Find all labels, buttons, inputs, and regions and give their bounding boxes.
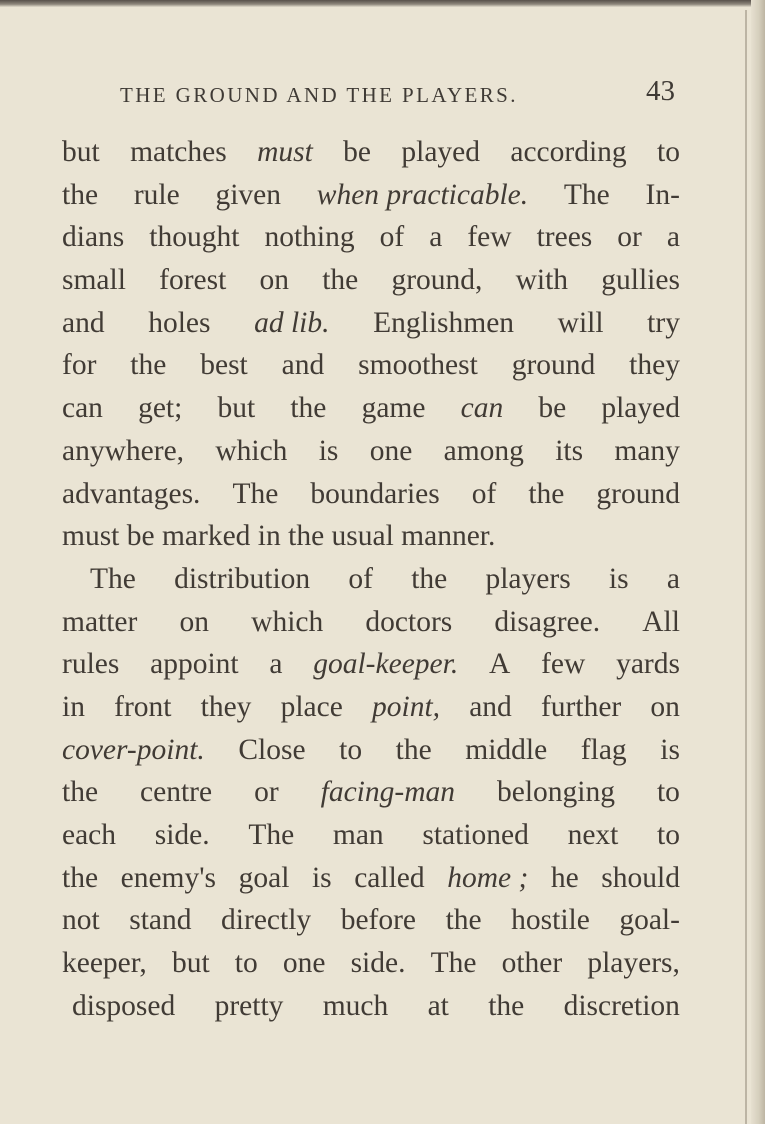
word: be xyxy=(343,136,372,168)
word: further xyxy=(540,690,622,723)
word: they xyxy=(629,349,680,382)
italic-word: cover-point. xyxy=(62,733,205,766)
word: to xyxy=(656,776,680,809)
italic-word: point, xyxy=(372,690,441,723)
text-line xyxy=(62,985,680,1028)
word: pretty xyxy=(214,989,284,1022)
word: The xyxy=(563,178,610,211)
word: they xyxy=(200,690,252,723)
word: the xyxy=(528,477,565,510)
text-line xyxy=(62,558,680,601)
word: to xyxy=(657,819,680,851)
word: goal xyxy=(238,861,290,894)
body-text xyxy=(62,131,680,1027)
page-right-edge xyxy=(751,0,765,1124)
word: a xyxy=(429,221,443,254)
page-header xyxy=(120,75,675,115)
text-line xyxy=(62,131,680,174)
word: its xyxy=(555,434,584,467)
word: ground, xyxy=(391,264,483,297)
text-line xyxy=(62,643,680,686)
italic-word: facing-man xyxy=(320,776,456,809)
word: can xyxy=(62,392,103,425)
word: played xyxy=(601,392,680,425)
word: try xyxy=(647,306,680,339)
word: be xyxy=(538,392,567,425)
word: middle xyxy=(465,733,548,766)
word: players xyxy=(485,562,571,595)
word: the xyxy=(290,392,327,425)
word: to xyxy=(234,947,258,980)
word: and xyxy=(281,349,325,382)
word: All xyxy=(642,605,680,638)
italic-word: goal-keeper. xyxy=(313,648,459,681)
word: he xyxy=(550,861,579,894)
word: discretion xyxy=(563,989,680,1022)
text-line xyxy=(62,729,680,772)
text-line xyxy=(62,899,680,942)
word: players, xyxy=(587,947,680,980)
text-line xyxy=(62,515,680,558)
word: the xyxy=(395,733,432,766)
word: which xyxy=(215,434,288,467)
page-gutter-line xyxy=(745,10,747,1124)
page-top-edge xyxy=(0,0,765,7)
text-line xyxy=(62,942,680,985)
word: on xyxy=(650,690,680,723)
word: the xyxy=(130,349,167,382)
word: advantages. xyxy=(62,477,201,510)
word: but xyxy=(217,392,256,425)
word: centre xyxy=(140,776,213,809)
word: or xyxy=(617,221,642,254)
word: ground xyxy=(596,477,680,510)
word: boundaries xyxy=(310,477,440,510)
word: much xyxy=(322,989,389,1022)
word: many xyxy=(614,434,680,467)
word: of xyxy=(379,221,405,254)
word: rules xyxy=(62,648,120,681)
word: yards xyxy=(616,648,680,681)
word: game xyxy=(361,392,426,425)
word: The xyxy=(248,819,295,851)
word: hostile xyxy=(511,904,590,937)
word: called xyxy=(354,861,425,894)
italic-word: can xyxy=(460,392,504,425)
word: Englishmen xyxy=(373,306,515,339)
text-line xyxy=(62,216,680,259)
word: Close xyxy=(238,733,306,766)
word: to xyxy=(339,733,363,766)
word: given xyxy=(215,178,281,211)
word: is xyxy=(318,434,339,467)
word: The xyxy=(232,477,279,510)
word: must be marked in the usual manner. xyxy=(62,520,496,553)
text-line xyxy=(62,473,680,516)
word: before xyxy=(340,904,417,937)
text-line xyxy=(62,814,680,857)
word: played xyxy=(401,136,481,168)
word: is xyxy=(311,861,332,894)
text-line xyxy=(62,857,680,900)
word: the xyxy=(488,989,525,1022)
word: the xyxy=(62,861,99,894)
text-line xyxy=(62,344,680,387)
word: other xyxy=(501,947,563,980)
text-line xyxy=(62,686,680,729)
word: matches xyxy=(130,136,227,168)
word: directly xyxy=(221,904,312,937)
word: stand xyxy=(129,904,192,937)
italic-word: must xyxy=(257,136,313,168)
word: which xyxy=(251,605,324,638)
word: A xyxy=(488,648,511,681)
italic-word: ad lib. xyxy=(254,306,330,339)
word: and xyxy=(62,306,105,339)
word: the xyxy=(322,264,359,297)
word: to xyxy=(657,136,680,168)
word: place xyxy=(280,690,343,723)
text-line xyxy=(62,771,680,814)
word: should xyxy=(601,861,680,894)
word: disagree. xyxy=(494,605,601,638)
word: side. xyxy=(154,819,210,851)
word: nothing xyxy=(264,221,355,254)
word: the xyxy=(62,776,99,809)
word: ground xyxy=(511,349,596,382)
word: forest xyxy=(159,264,227,297)
word: or xyxy=(254,776,279,809)
word: best xyxy=(200,349,248,382)
word: small xyxy=(62,264,126,297)
word: distribution xyxy=(174,562,311,595)
word: on xyxy=(179,605,210,638)
word: at xyxy=(427,989,449,1022)
word: gullies xyxy=(601,264,680,297)
word: of xyxy=(348,562,373,595)
word: one xyxy=(369,434,413,467)
word: the xyxy=(445,904,482,937)
word: will xyxy=(557,306,604,339)
word: stationed xyxy=(422,819,529,851)
word: holes xyxy=(148,306,211,339)
word: appoint xyxy=(150,648,239,681)
word: man xyxy=(332,819,384,851)
word: belonging xyxy=(497,776,615,809)
word: anywhere, xyxy=(62,434,185,467)
word: thought xyxy=(149,221,240,254)
word: a xyxy=(269,648,283,681)
word: The xyxy=(90,562,136,595)
word: flag xyxy=(580,733,627,766)
word: doctors xyxy=(365,605,453,638)
word: side. xyxy=(350,947,406,980)
word: few xyxy=(541,648,586,681)
word: In- xyxy=(645,178,680,211)
page-number: 43 xyxy=(646,75,675,107)
text-line xyxy=(62,259,680,302)
word: is xyxy=(608,562,629,595)
word: get; xyxy=(138,392,183,425)
text-line xyxy=(62,387,680,430)
text-line xyxy=(62,601,680,644)
word: rule xyxy=(133,178,180,211)
word: one xyxy=(282,947,326,980)
word: dians xyxy=(62,221,125,254)
word: for xyxy=(62,349,97,382)
word: a xyxy=(666,562,680,595)
word: each xyxy=(62,819,117,851)
word: with xyxy=(515,264,569,297)
text-line xyxy=(62,174,680,217)
word: disposed xyxy=(72,989,176,1022)
word: the xyxy=(62,178,99,211)
word: but xyxy=(62,136,100,168)
word: according xyxy=(510,136,627,168)
word: in xyxy=(62,690,85,723)
word: not xyxy=(62,904,100,937)
word: keeper, xyxy=(62,947,147,980)
word: is xyxy=(660,733,680,766)
word: and xyxy=(469,690,512,723)
word: of xyxy=(471,477,497,510)
word: enemy's xyxy=(120,861,217,894)
running-head: THE GROUND AND THE PLAYERS. xyxy=(120,83,518,107)
word: goal- xyxy=(619,904,680,937)
word: matter xyxy=(62,605,138,638)
word: The xyxy=(430,947,477,980)
word: next xyxy=(567,819,619,851)
word: the xyxy=(411,562,448,595)
word: a xyxy=(666,221,680,254)
word: among xyxy=(443,434,524,467)
word: trees xyxy=(536,221,593,254)
italic-word: home ; xyxy=(447,861,529,894)
word: but xyxy=(171,947,210,980)
text-line xyxy=(62,302,680,345)
word: on xyxy=(259,264,289,297)
italic-word: when practicable. xyxy=(316,178,529,211)
word: smoothest xyxy=(358,349,478,382)
word: few xyxy=(467,221,512,254)
text-line xyxy=(62,430,680,473)
word: front xyxy=(114,690,172,723)
